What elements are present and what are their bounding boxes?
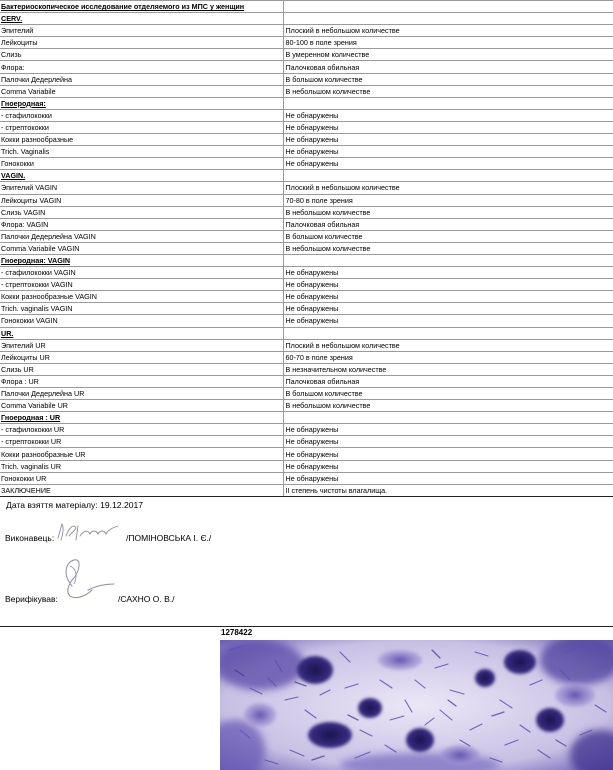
result-cell: Не обнаружены — [283, 267, 613, 279]
test-name-cell: Гонококки VAGIN — [0, 315, 283, 327]
test-name-cell: Палочки Дедерлейна VAGIN — [0, 230, 283, 242]
test-name-cell: - стафилококки VAGIN — [0, 267, 283, 279]
result-cell — [283, 13, 613, 25]
test-name-cell: Флора: VAGIN — [0, 218, 283, 230]
section-heading: CERV. — [0, 13, 283, 25]
table-row — [0, 194, 613, 206]
result-cell: 80-100 в поле зрения — [283, 37, 613, 49]
test-name-cell: Гонококки — [0, 158, 283, 170]
table-row — [0, 339, 613, 351]
microscopy-image-id: 1278422 — [221, 628, 253, 637]
test-name-cell: Лейкоциты VAGIN — [0, 194, 283, 206]
executor-signature — [52, 518, 127, 544]
result-cell: Плоский в небольшом количестве — [283, 339, 613, 351]
test-name-cell: Лейкоциты UR — [0, 351, 283, 363]
sampling-date: Дата взяття матеріалу: 19.12.2017 — [6, 500, 144, 510]
test-name-cell: Trich. vaginalis VAGIN — [0, 303, 283, 315]
table-row — [0, 303, 613, 315]
result-cell: В небольшом количестве — [283, 206, 613, 218]
result-cell: Не обнаружены — [283, 472, 613, 484]
result-cell: В небольшом количестве — [283, 85, 613, 97]
test-name-cell: Эпителий VAGIN — [0, 182, 283, 194]
table-row — [0, 400, 613, 412]
table-row — [0, 375, 613, 387]
test-name-cell: Кокки разнообразные VAGIN — [0, 291, 283, 303]
table-row — [0, 254, 613, 266]
result-cell: Не обнаружены — [283, 109, 613, 121]
result-cell: Не обнаружены — [283, 448, 613, 460]
test-name-cell: Флора : UR — [0, 375, 283, 387]
result-cell: II степень чистоты влагалища. — [283, 484, 613, 496]
table-row — [0, 182, 613, 194]
result-cell: В незначительном количестве — [283, 363, 613, 375]
table-row — [0, 315, 613, 327]
result-cell — [283, 412, 613, 424]
table-row — [0, 97, 613, 109]
result-cell — [283, 97, 613, 109]
table-row — [0, 13, 613, 25]
table-row — [0, 25, 613, 37]
test-name-cell: Флора: — [0, 61, 283, 73]
section-heading: UR. — [0, 327, 283, 339]
table-row — [0, 279, 613, 291]
verifier-label: Верифікував: — [5, 594, 58, 604]
table-row — [0, 436, 613, 448]
table-row — [0, 424, 613, 436]
section-heading: Бактериоскопическое исследование отделяемого из МПС у женщин — [0, 1, 283, 13]
test-name-cell: - стафилококки — [0, 109, 283, 121]
verifier-signature — [52, 556, 122, 604]
table-row — [0, 85, 613, 97]
result-cell: В большом количестве — [283, 73, 613, 85]
section-divider — [0, 626, 613, 627]
table-row — [0, 230, 613, 242]
test-name-cell: ЗАКЛЮЧЕНИЕ — [0, 484, 283, 496]
table-row — [0, 73, 613, 85]
result-cell — [283, 327, 613, 339]
test-name-cell: Comma Variabile UR — [0, 400, 283, 412]
result-cell — [283, 1, 613, 13]
result-cell: Не обнаружены — [283, 146, 613, 158]
test-name-cell: Слизь — [0, 49, 283, 61]
test-name-cell: Trich. vaginalis UR — [0, 460, 283, 472]
test-name-cell: Кокки разнообразные UR — [0, 448, 283, 460]
test-name-cell: Палочки Дедерлейна UR — [0, 388, 283, 400]
result-cell: В большом количестве — [283, 230, 613, 242]
table-row — [0, 484, 613, 496]
test-name-cell: Слизь UR — [0, 363, 283, 375]
table-row — [0, 388, 613, 400]
test-name-cell: Comma Variabile — [0, 85, 283, 97]
test-name-cell: Кокки разнообразные — [0, 134, 283, 146]
result-cell: Не обнаружены — [283, 121, 613, 133]
result-cell: В большом количестве — [283, 388, 613, 400]
result-cell: Не обнаружены — [283, 279, 613, 291]
section-heading: VAGIN. — [0, 170, 283, 182]
test-name-cell: Слизь VAGIN — [0, 206, 283, 218]
result-cell: Не обнаружены — [283, 436, 613, 448]
table-row — [0, 134, 613, 146]
table-row — [0, 121, 613, 133]
result-cell: Палочковая обильная — [283, 375, 613, 387]
table-row — [0, 460, 613, 472]
table-row — [0, 363, 613, 375]
result-cell: 60-70 в поле зрения — [283, 351, 613, 363]
report-body — [0, 1, 613, 497]
table-row — [0, 327, 613, 339]
table-row — [0, 206, 613, 218]
result-cell: В умеренном количестве — [283, 49, 613, 61]
test-name-cell: - стрептококки VAGIN — [0, 279, 283, 291]
result-cell: Не обнаружены — [283, 315, 613, 327]
section-heading: Гноеродная : UR — [0, 412, 283, 424]
table-row — [0, 291, 613, 303]
result-cell: Не обнаружены — [283, 460, 613, 472]
test-name-cell: Гонококки UR — [0, 472, 283, 484]
table-row — [0, 61, 613, 73]
table-row — [0, 158, 613, 170]
test-name-cell: - стрептококки UR — [0, 436, 283, 448]
result-cell: В небольшом количестве — [283, 400, 613, 412]
table-row — [0, 218, 613, 230]
table-row — [0, 472, 613, 484]
test-name-cell: - стафилококки UR — [0, 424, 283, 436]
table-row — [0, 1, 613, 13]
test-name-cell: Comma Variabile VAGIN — [0, 242, 283, 254]
test-name-cell: Палочки Дедерлейна — [0, 73, 283, 85]
table-row — [0, 109, 613, 121]
result-cell: Плоский в небольшом количестве — [283, 182, 613, 194]
result-cell: Не обнаружены — [283, 291, 613, 303]
verifier-name: /САХНО О. В./ — [118, 594, 175, 604]
result-cell: Палочковая обильная — [283, 218, 613, 230]
result-cell: Палочковая обильная — [283, 61, 613, 73]
test-name-cell: Эпителий UR — [0, 339, 283, 351]
table-row — [0, 242, 613, 254]
microscopy-image — [220, 640, 613, 770]
section-heading: Гноеродная: — [0, 97, 283, 109]
section-heading: Гноеродная: VAGIN — [0, 254, 283, 266]
result-cell — [283, 254, 613, 266]
table-row — [0, 170, 613, 182]
result-cell: Не обнаружены — [283, 424, 613, 436]
table-row — [0, 49, 613, 61]
result-cell — [283, 170, 613, 182]
result-cell: Не обнаружены — [283, 158, 613, 170]
executor-name: /ПОМІНОВСЬКА І. Є./ — [126, 533, 212, 543]
result-cell: Плоский в небольшом количестве — [283, 25, 613, 37]
table-row — [0, 351, 613, 363]
table-row — [0, 37, 613, 49]
table-row — [0, 412, 613, 424]
test-name-cell: Эпителий — [0, 25, 283, 37]
result-cell: Не обнаружены — [283, 134, 613, 146]
test-name-cell: Лейкоциты — [0, 37, 283, 49]
executor-label: Виконавець: — [5, 533, 55, 543]
test-name-cell: - стрептококки — [0, 121, 283, 133]
result-cell: Не обнаружены — [283, 303, 613, 315]
result-cell: 70-80 в поле зрения — [283, 194, 613, 206]
result-cell: В небольшом количестве — [283, 242, 613, 254]
table-row — [0, 448, 613, 460]
table-row — [0, 267, 613, 279]
test-name-cell: Trich. Vaginalis — [0, 146, 283, 158]
table-row — [0, 146, 613, 158]
